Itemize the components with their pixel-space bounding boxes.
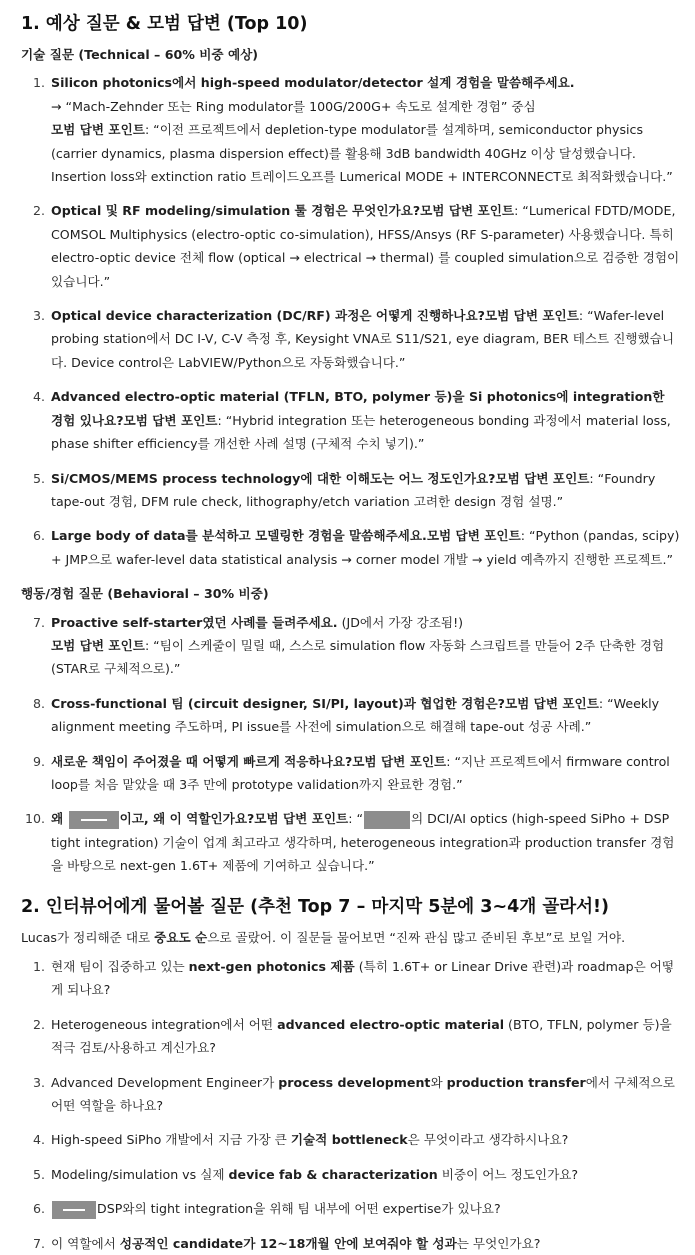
item-number: 4. [32, 389, 45, 405]
item-text: 현재 팀이 집중하고 있는 [51, 959, 189, 974]
item-text: 는 무엇인가요? [456, 1235, 541, 1251]
answer-label: 모범 답변 포인트 [123, 412, 218, 428]
item-emphasis: 성공적인 candidate가 12~18개월 안에 보여줘야 할 성과 [119, 1235, 457, 1251]
item-number: 7. [32, 614, 45, 630]
question-text: Large body of data를 분석하고 모델링한 경험을 말씀해주세요. [51, 528, 427, 544]
item-text: 비중이 어느 정도인가요? [437, 1166, 579, 1182]
item-text: DSP와의 tight integration을 위해 팀 내부에 어떤 expertise가 있나요? [97, 1201, 501, 1217]
item-text: 와 [430, 1074, 447, 1090]
list-item [21, 1128, 681, 1151]
item-emphasis: advanced electro-optic material [277, 1016, 505, 1032]
list-item [21, 1163, 681, 1186]
item-number: 8. [32, 695, 45, 711]
question-text: Silicon photonics에서 high-speed modulator/detector 설계 경험을 말씀해주세요. [51, 75, 575, 91]
list-item [21, 199, 681, 293]
item-text: 은 무엇이라고 생각하시나요? [407, 1132, 569, 1148]
answer-text: 의 DCI/AI optics (high-speed SiPho + DSP tight integration) 기술이 업계 최고라고 생각하며, heterogeneous integration과 production transfer 경험을 바탕으로 next-gen 1.6T+ 제품에 기여하고 싶습니다.” [51, 811, 675, 874]
question-note: (JD에서 가장 강조됨!) [337, 614, 464, 630]
question-text: 새로운 책임이 주어졌을 때 어떻게 빠르게 적응하나요? [51, 753, 353, 769]
list-item [21, 1232, 681, 1255]
section-2-title: 2. 인터뷰어에게 물어볼 질문 (추천 Top 7 – 마지막 5분에 3~4개 골라서!) [21, 896, 610, 917]
list-item [21, 692, 681, 739]
item-emphasis: device fab & characterization [228, 1166, 438, 1182]
item-text: Modeling/simulation vs 실제 [51, 1166, 229, 1182]
redacted-company-name [69, 811, 119, 829]
section-2-intro [21, 926, 681, 949]
behavioral-questions-list [21, 611, 681, 878]
question-note: → “Mach-Zehnder 또는 Ring modulator를 100G/200G+ 속도로 설계한 경험” 중심 [51, 98, 536, 114]
item-number: 6. [32, 1201, 45, 1217]
redacted-company-name [52, 1201, 96, 1219]
answer-label: 모범 답변 포인트 [420, 203, 515, 219]
item-number: 1. [32, 959, 45, 974]
question-text: Optical 및 RF modeling/simulation 툴 경험은 무엇인가요? [51, 203, 421, 219]
item-number: 9. [32, 753, 45, 769]
answer-text: : “Foundry tape-out 경험, DFM rule check, lithography/etch variation 고려한 design 경험 설명.” [51, 470, 656, 509]
item-number: 5. [32, 470, 45, 486]
question-text: Advanced electro-optic material (TFLN, BTO, polymer 등)을 Si photonics에 integration한 경험 있나요? [51, 389, 665, 428]
answer-label: 모범 답변 포인트 [51, 122, 145, 138]
answer-text: : “팀이 스케줄이 밀릴 때, 스스로 simulation flow 자동화 스크립트를 만들어 2주 단축한 경험 (STAR로 구체적으로).” [51, 637, 665, 677]
answer-text: : “Lumerical FDTD/MODE, COMSOL Multiphysics (electro-optic co-simulation), HFSS/Ansys (RF S-parameter) 사용했습니다. 특히 electro-optic device 전체 flow (optical → electrical → thermal) 를 coupled simulation으로 검증한 경험이 있습니다.” [51, 203, 680, 289]
list-item [21, 807, 681, 877]
item-number: 4. [32, 1132, 45, 1148]
answer-label: 모범 답변 포인트 [51, 637, 145, 653]
answer-text: : “Python (pandas, scipy) + JMP으로 wafer-level data statistical analysis → corner model 개발 → yield 예측까지 진행한 프로젝트.” [51, 528, 680, 567]
answer-quote-open: : “ [348, 811, 364, 827]
answer-label: 모범 답변 포인트 [495, 470, 590, 486]
item-number: 2. [32, 1016, 45, 1032]
item-number: 2. [32, 203, 45, 219]
question-text: Optical device characterization (DC/RF) 과정은 어떻게 진행하나요? [51, 308, 485, 324]
item-text: (BTO, TFLN, polymer 등)을 적극 검토/사용하고 계신가요? [51, 1016, 672, 1056]
answer-text: : “Wafer-level probing station에서 DC I-V, C-V 측정 후, Keysight VNA로 S11/S21, eye diagram, BER 테스트 진행했습니다. Device control은 LabVIEW/Python으로 자동화했습니다.” [51, 308, 675, 370]
answer-label: 모범 답변 포인트 [352, 753, 447, 769]
item-number: 6. [32, 528, 45, 544]
answer-label: 모범 답변 포인트 [426, 528, 521, 544]
intro-text: 으로 골랐어. 이 질문들 물어보면 “진짜 관심 많고 준비된 후보”로 보일 거야. [207, 929, 626, 945]
answer-label: 모범 답변 포인트 [484, 308, 579, 324]
answer-text: : “이전 프로젝트에서 depletion-type modulator를 설계하며, semiconductor physics (carrier dynamics, plasma dispersion effect)를 활용해 3dB bandwidth 40GHz 이상 달성했습니다. Insertion loss와 extinction ratio 트레이드오프를 Lumerical MODE + INTERCONNECT로 최적화했습니다.” [51, 122, 673, 185]
item-text: 에서 구체적으로 어떤 역할을 하나요? [51, 1074, 675, 1114]
technical-heading: 기술 질문 (Technical – 60% 비중 예상) [21, 47, 259, 62]
item-text: 이 역할에서 [51, 1235, 120, 1251]
item-emphasis: 기술적 bottleneck [290, 1132, 408, 1148]
item-text: High-speed SiPho 개발에서 지금 가장 큰 [51, 1132, 291, 1148]
section-1-title: 1. 예상 질문 & 모범 답변 (Top 10) [21, 14, 308, 34]
answer-text: : “지난 프로젝트에서 firmware control loop를 처음 맡았을 때 3주 만에 prototype validation까지 완료한 경험.” [51, 753, 670, 792]
intro-text: Lucas가 정리해준 대로 [21, 929, 155, 945]
item-emphasis: production transfer [446, 1074, 586, 1090]
question-text: Proactive self-starter였던 사례를 들려주세요. [51, 614, 338, 630]
answer-text: : “Hybrid integration 또는 heterogeneous bonding 과정에서 material loss, phase shifter efficiency를 개선한 사례 설명 (구체적 수치 넣기).” [51, 412, 671, 452]
list-item [21, 1071, 681, 1118]
item-text: (특히 1.6T+ or Linear Drive 관련)과 roadmap은 어떻게 되나요? [51, 959, 675, 998]
question-text-start: 왜 [51, 811, 68, 827]
behavioral-heading: 행동/경험 질문 (Behavioral – 30% 비중) [21, 586, 269, 602]
answer-text: : “Weekly alignment meeting 주도하며, PI issue를 사전에 simulation으로 해결해 tape-out 성공 사례.” [51, 695, 660, 735]
item-number: 7. [32, 1235, 45, 1251]
list-item [21, 955, 681, 1002]
list-item [21, 467, 681, 514]
question-text: Cross-functional 팀 (circuit designer, SI/PI, layout)과 협업한 경험은? [51, 695, 505, 711]
answer-label: 모범 답변 포인트 [254, 811, 349, 827]
redacted-company-name [364, 811, 410, 829]
item-emphasis: next-gen photonics 제품 [188, 959, 355, 974]
technical-questions-list [21, 71, 681, 571]
answer-label: 모범 답변 포인트 [504, 695, 599, 711]
list-item [21, 1197, 681, 1220]
item-number: 10. [24, 811, 45, 827]
item-emphasis: process development [278, 1074, 431, 1090]
list-item [21, 750, 681, 797]
item-number: 1. [32, 75, 45, 91]
item-text: Advanced Development Engineer가 [51, 1074, 279, 1090]
list-item [21, 611, 681, 681]
item-number: 5. [32, 1166, 45, 1182]
interviewer-questions-list [21, 955, 681, 1255]
list-item [21, 71, 681, 188]
list-item [21, 1013, 681, 1060]
intro-emphasis: 중요도 순 [154, 929, 208, 945]
item-number: 3. [32, 1074, 45, 1090]
list-item [21, 385, 681, 455]
question-text: Si/CMOS/MEMS process technology에 대한 이해도는 어느 정도인가요? [51, 470, 496, 486]
question-text: 이고, 왜 이 역할인가요? [119, 811, 255, 827]
list-item [21, 304, 681, 374]
item-number: 3. [32, 308, 45, 324]
item-text: Heterogeneous integration에서 어떤 [51, 1016, 278, 1032]
list-item [21, 524, 681, 571]
